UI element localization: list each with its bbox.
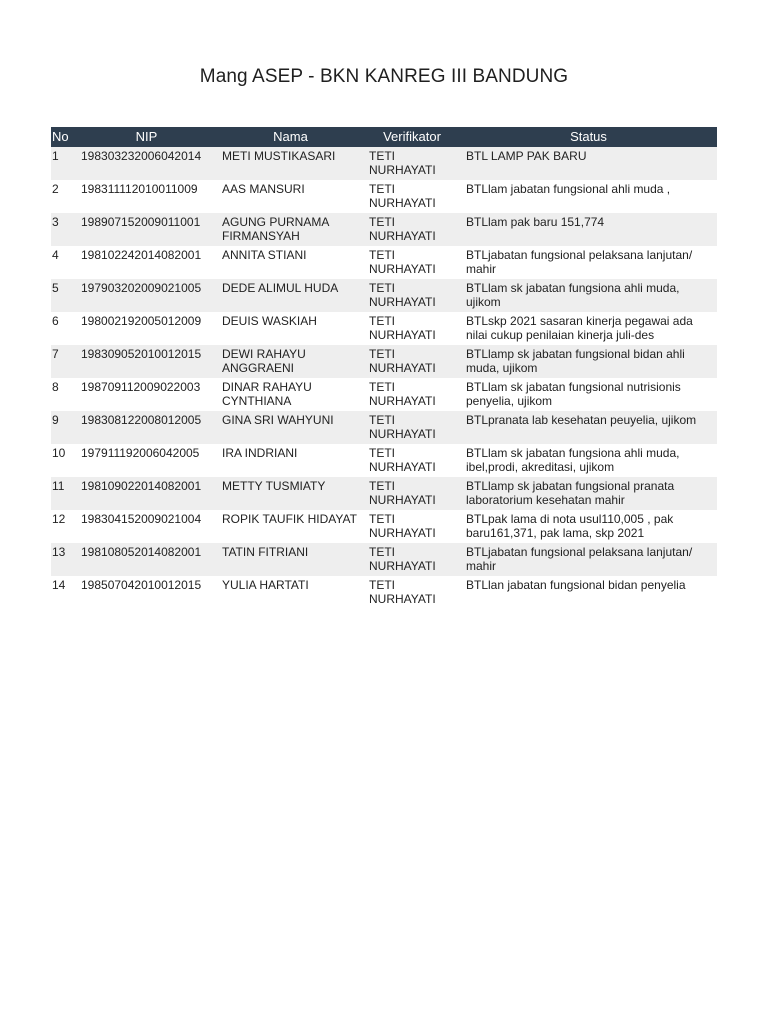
status-cell: BTLlam sk jabatan fungsional nutrisionis penyelia, ujikom [466,380,681,408]
nip-cell: 198309052010012015 [76,345,217,378]
column-header-status: Status [460,127,717,147]
verifikator-cell: TETI NURHAYATI [364,345,460,378]
table-row [51,279,717,312]
nip-cell: 198303232006042014 [76,147,217,180]
nama-cell: DINAR RAHAYU CYNTHIANA [222,380,312,408]
table-row [51,378,717,411]
status-cell: BTL LAMP PAK BARU [460,147,717,180]
column-header-no: No [51,127,76,147]
row-number: 12 [52,512,66,526]
verifikator-cell: TETI NURHAYATI [364,147,460,180]
nama-cell: ROPIK TAUFIK HIDAYAT [222,512,357,526]
nip-cell: 198102242014082001 [81,248,202,262]
status-cell: BTLjabatan fungsional pelaksana lanjutan/ mahir [466,248,693,276]
row-number: 14 [52,578,66,592]
nip-cell: 198109022014082001 [76,477,217,510]
verifikator-cell: TETI NURHAYATI [369,248,436,276]
nama-cell: DEUIS WASKIAH [222,314,317,328]
verifikator-cell: TETI NURHAYATI [364,279,460,312]
verifikator-cell: TETI NURHAYATI [369,380,436,408]
table-row [51,510,717,543]
row-number: 4 [52,248,59,262]
status-cell: BTLjabatan fungsional pelaksana lanjutan/ mahir [460,543,717,576]
nip-cell: 198507042010012015 [81,578,202,592]
verifikator-cell: TETI NURHAYATI [369,578,436,606]
table-row [51,576,717,609]
table-row [51,345,717,378]
status-cell: BTLskp 2021 sasaran kinerja pegawai ada nilai cukup penilaian kinerja juli-des [466,314,693,342]
row-number: 5 [51,279,76,312]
row-number: 2 [52,182,59,196]
row-number: 1 [51,147,76,180]
nama-cell: ANNITA STIANI [222,248,307,262]
table-row [51,444,717,477]
header-row [51,127,717,147]
status-cell: BTLlam sk jabatan fungsiona ahli muda, ibel,prodi, akreditasi, ujikom [466,446,680,474]
nip-cell: 198304152009021004 [81,512,202,526]
verifikator-cell: TETI NURHAYATI [364,477,460,510]
nip-cell: 198311112010011009 [81,182,198,196]
row-number: 9 [51,411,76,444]
nama-cell: AAS MANSURI [222,182,305,196]
column-header-nama: Nama [217,127,364,147]
nip-cell: 198907152009011001 [76,213,217,246]
row-number: 6 [52,314,59,328]
row-number: 3 [51,213,76,246]
column-header-verifikator: Verifikator [364,127,460,147]
row-number: 13 [51,543,76,576]
table-row [51,246,717,279]
nip-cell: 198709112009022003 [81,380,201,394]
nama-cell: YULIA HARTATI [222,578,309,592]
nip-cell: 198002192005012009 [81,314,202,328]
verifikator-cell: TETI NURHAYATI [364,411,460,444]
row-number: 7 [51,345,76,378]
page-title: Mang ASEP - BKN KANREG III BANDUNG [199,66,569,87]
nip-cell: 198308122008012005 [76,411,217,444]
status-cell: BTLlam jabatan fungsional ahli muda , [466,182,671,196]
verifikator-cell: TETI NURHAYATI [364,543,460,576]
nama-cell: METTY TUSMIATY [217,477,364,510]
nama-cell: IRA INDRIANI [222,446,298,460]
nip-cell: 197911192006042005 [81,446,200,460]
table-row [51,411,717,444]
verification-table [51,127,717,609]
status-cell: BTLpak lama di nota usul110,005 , pak baru161,371, pak lama, skp 2021 [466,512,674,540]
status-cell: BTLlam sk jabatan fungsiona ahli muda, ujikom [460,279,717,312]
nama-cell: AGUNG PURNAMA FIRMANSYAH [217,213,364,246]
nip-cell: 198108052014082001 [76,543,217,576]
verifikator-cell: TETI NURHAYATI [369,182,436,210]
nama-cell: GINA SRI WAHYUNI [217,411,364,444]
verifikator-cell: TETI NURHAYATI [369,446,436,474]
row-number: 11 [51,477,76,510]
table-header [51,127,717,147]
column-header-nip: NIP [76,127,217,147]
verifikator-cell: TETI NURHAYATI [369,512,436,540]
table-row [51,180,717,213]
table-row [51,543,717,576]
nama-cell: DEWI RAHAYU ANGGRAENI [217,345,364,378]
table-row [51,312,717,345]
nama-cell: DEDE ALIMUL HUDA [217,279,364,312]
row-number: 10 [52,446,66,460]
verifikator-cell: TETI NURHAYATI [369,314,436,342]
nama-cell: METI MUSTIKASARI [217,147,364,180]
table-row [51,147,717,180]
table-body [51,147,717,609]
table-row [51,477,717,510]
status-cell: BTLpranata lab kesehatan peuyelia, ujikom [460,411,717,444]
table-row [51,213,717,246]
verifikator-cell: TETI NURHAYATI [364,213,460,246]
nip-cell: 197903202009021005 [76,279,217,312]
status-cell: BTLlamp sk jabatan fungsional pranata laboratorium kesehatan mahir [460,477,717,510]
status-cell: BTLlamp sk jabatan fungsional bidan ahli muda, ujikom [460,345,717,378]
status-cell: BTLlam pak baru 151,774 [460,213,717,246]
nama-cell: TATIN FITRIANI [217,543,364,576]
status-cell: BTLlan jabatan fungsional bidan penyelia [466,578,686,592]
row-number: 8 [52,380,59,394]
